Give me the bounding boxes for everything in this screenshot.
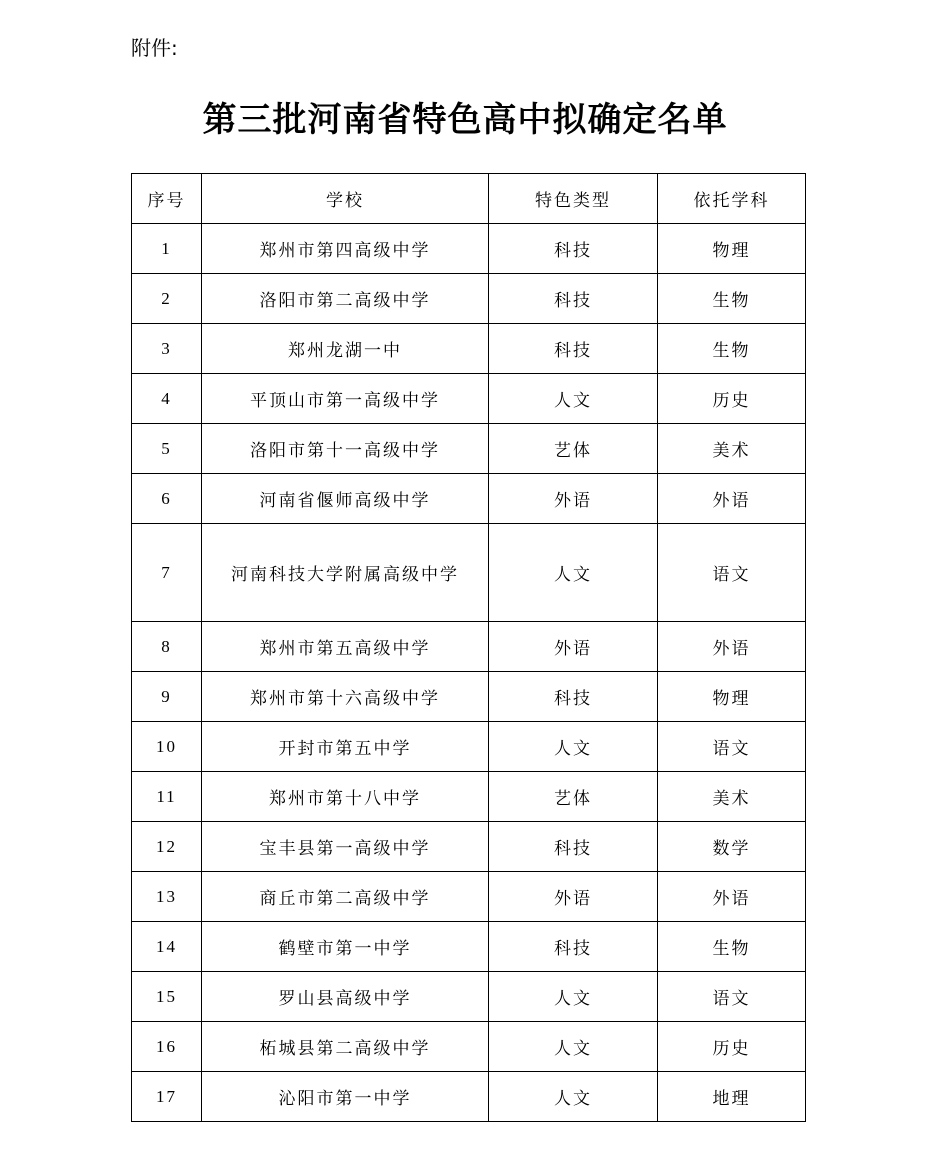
cell-index: 3 — [132, 324, 202, 374]
cell-index: 8 — [132, 622, 202, 672]
cell-school: 洛阳市第十一高级中学 — [202, 424, 489, 474]
cell-school: 郑州市第四高级中学 — [202, 224, 489, 274]
cell-index: 13 — [132, 872, 202, 922]
cell-type: 科技 — [489, 274, 658, 324]
cell-type: 科技 — [489, 324, 658, 374]
cell-type: 艺体 — [489, 772, 658, 822]
cell-index: 6 — [132, 474, 202, 524]
cell-index: 1 — [132, 224, 202, 274]
cell-type: 人文 — [489, 1072, 658, 1122]
cell-school: 河南省偃师高级中学 — [202, 474, 489, 524]
cell-subject: 生物 — [658, 922, 806, 972]
cell-school: 郑州龙湖一中 — [202, 324, 489, 374]
cell-type: 人文 — [489, 524, 658, 622]
cell-index: 2 — [132, 274, 202, 324]
table-row — [132, 424, 806, 474]
cell-index: 7 — [132, 524, 202, 622]
table-row — [132, 722, 806, 772]
table-header-row — [132, 174, 806, 224]
cell-school: 平顶山市第一高级中学 — [202, 374, 489, 424]
cell-type: 人文 — [489, 1022, 658, 1072]
cell-subject: 美术 — [658, 772, 806, 822]
cell-school: 沁阳市第一中学 — [202, 1072, 489, 1122]
cell-subject: 美术 — [658, 424, 806, 474]
cell-index: 9 — [132, 672, 202, 722]
cell-subject: 语文 — [658, 524, 806, 622]
cell-subject: 物理 — [658, 672, 806, 722]
cell-school: 罗山县高级中学 — [202, 972, 489, 1022]
cell-type: 外语 — [489, 872, 658, 922]
table-row — [132, 324, 806, 374]
cell-school: 开封市第五中学 — [202, 722, 489, 772]
table-row — [132, 1022, 806, 1072]
cell-subject: 外语 — [658, 474, 806, 524]
cell-school: 商丘市第二高级中学 — [202, 872, 489, 922]
cell-subject: 外语 — [658, 622, 806, 672]
cell-type: 科技 — [489, 672, 658, 722]
table-row — [132, 622, 806, 672]
cell-subject: 地理 — [658, 1072, 806, 1122]
cell-subject: 历史 — [658, 1022, 806, 1072]
cell-subject: 数学 — [658, 822, 806, 872]
header-school: 学校 — [202, 174, 489, 224]
cell-type: 人文 — [489, 722, 658, 772]
header-subject: 依托学科 — [658, 174, 806, 224]
cell-index: 15 — [132, 972, 202, 1022]
cell-index: 4 — [132, 374, 202, 424]
cell-subject: 历史 — [658, 374, 806, 424]
cell-subject: 外语 — [658, 872, 806, 922]
cell-type: 外语 — [489, 474, 658, 524]
cell-school: 郑州市第十六高级中学 — [202, 672, 489, 722]
cell-type: 人文 — [489, 374, 658, 424]
cell-type: 外语 — [489, 622, 658, 672]
cell-subject: 物理 — [658, 224, 806, 274]
cell-type: 人文 — [489, 972, 658, 1022]
cell-school: 洛阳市第二高级中学 — [202, 274, 489, 324]
table-row — [132, 822, 806, 872]
header-index: 序号 — [132, 174, 202, 224]
cell-type: 艺体 — [489, 424, 658, 474]
cell-index: 16 — [132, 1022, 202, 1072]
table-row — [132, 922, 806, 972]
cell-school: 河南科技大学附属高级中学 — [202, 524, 489, 622]
cell-index: 17 — [132, 1072, 202, 1122]
cell-subject: 生物 — [658, 274, 806, 324]
cell-index: 14 — [132, 922, 202, 972]
cell-school: 柘城县第二高级中学 — [202, 1022, 489, 1072]
cell-index: 10 — [132, 722, 202, 772]
table-row — [132, 1072, 806, 1122]
table-row — [132, 972, 806, 1022]
cell-index: 5 — [132, 424, 202, 474]
table-row — [132, 374, 806, 424]
cell-subject: 语文 — [658, 722, 806, 772]
cell-type: 科技 — [489, 822, 658, 872]
cell-index: 12 — [132, 822, 202, 872]
cell-type: 科技 — [489, 224, 658, 274]
attachment-label: 附件: — [131, 36, 178, 60]
table-row — [132, 872, 806, 922]
school-list-table — [131, 173, 806, 1122]
header-type: 特色类型 — [489, 174, 658, 224]
document-title: 第三批河南省特色高中拟确定名单 — [202, 100, 728, 140]
table-row — [132, 524, 806, 622]
cell-school: 郑州市第五高级中学 — [202, 622, 489, 672]
cell-subject: 语文 — [658, 972, 806, 1022]
cell-school: 宝丰县第一高级中学 — [202, 822, 489, 872]
cell-school: 郑州市第十八中学 — [202, 772, 489, 822]
table-row — [132, 672, 806, 722]
cell-type: 科技 — [489, 922, 658, 972]
cell-school: 鹤壁市第一中学 — [202, 922, 489, 972]
table-row — [132, 224, 806, 274]
cell-subject: 生物 — [658, 324, 806, 374]
table-row — [132, 474, 806, 524]
cell-index: 11 — [132, 772, 202, 822]
table-row — [132, 772, 806, 822]
table-row — [132, 274, 806, 324]
